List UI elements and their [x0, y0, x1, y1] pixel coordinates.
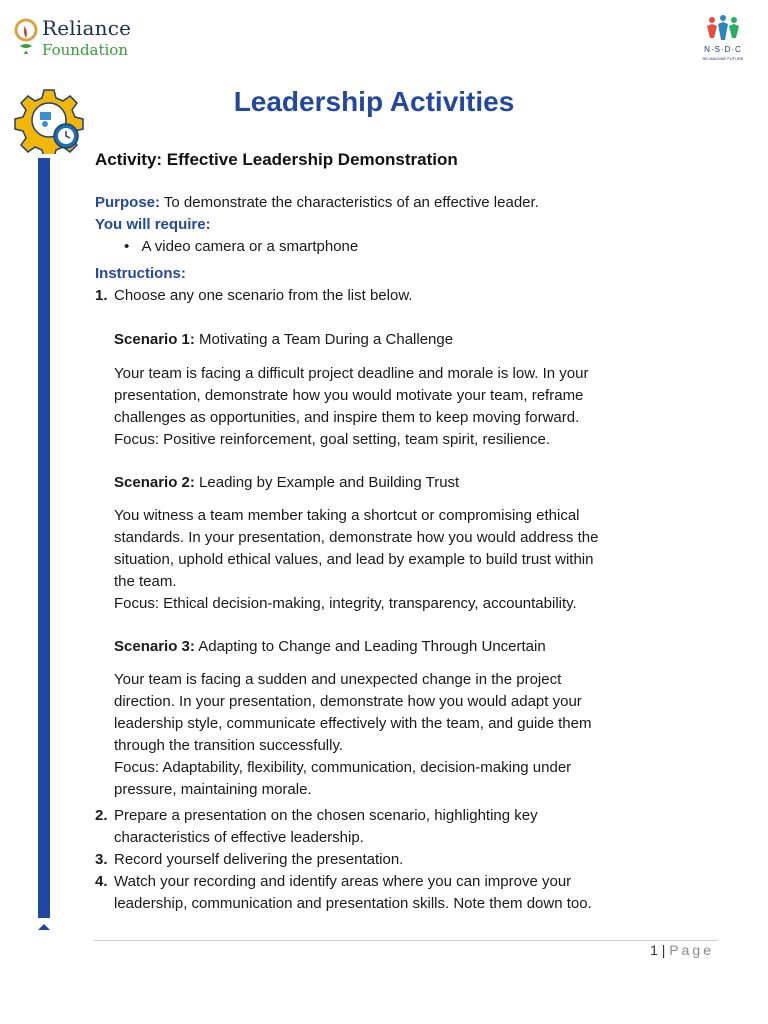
text-line: standards. In your presentation, demonstrate how you would address the [114, 529, 599, 546]
text-line: characteristics of effective leadership. [114, 829, 364, 846]
text-line: Focus: Ethical decision-making, integrity, transparency, accountability. [114, 595, 577, 612]
logo-name: Reliance [42, 16, 132, 40]
require-label: You will require: [95, 216, 211, 233]
text-line: Record yourself delivering the presentation. [114, 851, 404, 868]
nsdc-logo [690, 14, 756, 66]
scenario-heading [114, 636, 546, 658]
step-text [114, 871, 592, 915]
text-line: You witness a team member taking a shortcut or compromising ethical [114, 507, 580, 524]
purpose-line [95, 192, 539, 214]
text-line: Prepare a presentation on the chosen scenario, highlighting key [114, 807, 538, 824]
scenario-heading [114, 329, 453, 351]
require-item-text: A video camera or a smartphone [141, 238, 359, 255]
nsdc-name: N·S·D·C [704, 45, 742, 54]
text-line: challenges as opportunities, and inspire them to keep moving forward. [114, 409, 580, 426]
text-line: presentation, demonstrate how you would motivate your team, reframe [114, 387, 584, 404]
text-line: leadership style, communicate effectively with the team, and guide them [114, 715, 592, 732]
side-bar-marker [38, 924, 50, 930]
step-text [114, 849, 403, 871]
purpose-label: Purpose: [95, 194, 161, 211]
scenario-body [114, 669, 591, 801]
side-accent-bar [38, 158, 50, 918]
page-word: Page [669, 942, 714, 958]
page-title: Leadership Activities [233, 86, 515, 117]
page-footer [560, 942, 714, 958]
text-line: Focus: Adaptability, flexibility, communication, decision-making under [114, 759, 572, 776]
purpose-text: To demonstrate the characteristics of an effective leader. [163, 194, 539, 211]
step-number: 4. [95, 873, 108, 890]
require-item [124, 236, 358, 258]
scenario-label: Scenario 2: [114, 474, 195, 491]
text-line: through the transition successfully. [114, 737, 344, 754]
scenario-label: Scenario 3: [114, 638, 195, 655]
logo-subtitle: Foundation [42, 41, 129, 59]
footer-separator: | [661, 942, 666, 958]
scenario-title: Leading by Example and Building Trust [199, 474, 460, 491]
scenario-label: Scenario 1: [114, 331, 195, 348]
page-number: 1 [650, 942, 658, 958]
text-line: direction. In your presentation, demonstrate how you would adapt your [114, 693, 582, 710]
scenario-title: Motivating a Team During a Challenge [199, 331, 454, 348]
side-bar-arrow [38, 906, 50, 916]
reliance-flame-icon [14, 18, 38, 58]
text-line: leadership, communication and presentation skills. Note them down too. [114, 895, 592, 912]
step-text [114, 805, 538, 849]
nsdc-figures-icon [704, 14, 742, 44]
text-line: pressure, maintaining morale. [114, 781, 312, 798]
step-number: 1. [95, 287, 108, 304]
step-number: 2. [95, 807, 108, 824]
text-line: Watch your recording and identify areas where you can improve your [114, 873, 572, 890]
text-line: situation, uphold ethical values, and lead by example to build trust within [114, 551, 594, 568]
scenario-heading [114, 472, 459, 494]
reliance-foundation-logo [14, 16, 154, 64]
bullet-icon: • [124, 238, 130, 255]
scenario-body [114, 363, 588, 451]
step-number: 3. [95, 851, 108, 868]
footer-divider [94, 940, 718, 941]
step-text: Choose any one scenario from the list below. [114, 287, 413, 304]
activity-title: Activity: Effective Leadership Demonstration [95, 150, 458, 169]
instructions-label: Instructions: [95, 265, 186, 282]
nsdc-tagline: RE-IMAGINE FUTURE [702, 56, 744, 61]
text-line: the team. [114, 573, 177, 590]
scenario-title: Adapting to Change and Leading Through Uncertain [198, 638, 546, 655]
scenario-body [114, 505, 598, 615]
text-line: Your team is facing a difficult project deadline and morale is low. In your [114, 365, 589, 382]
text-line: Your team is facing a sudden and unexpected change in the project [114, 671, 562, 688]
text-line: Focus: Positive reinforcement, goal setting, team spirit, resilience. [114, 431, 551, 448]
